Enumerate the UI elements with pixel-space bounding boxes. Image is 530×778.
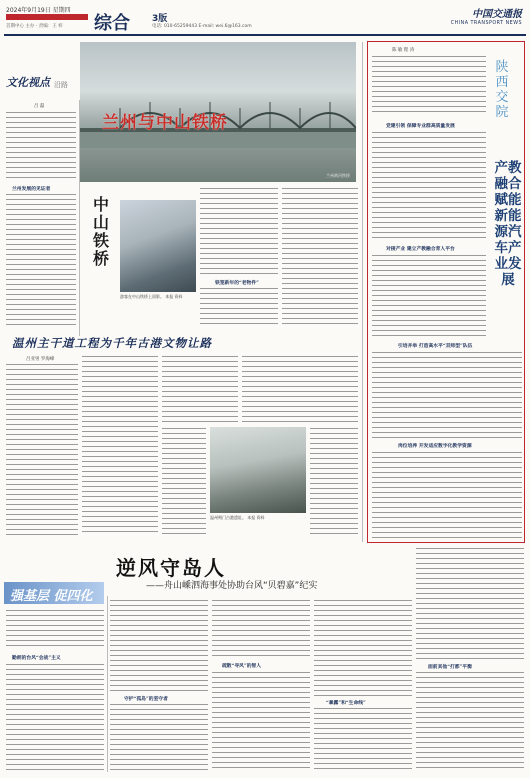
column-divider <box>79 100 80 336</box>
feature-subhead-5: 面前其他“打都”平衡 <box>428 664 472 670</box>
feature-body-9 <box>416 548 524 660</box>
story2-photo <box>210 427 306 513</box>
section-title: 综合 <box>94 13 130 34</box>
masthead-red-bar <box>6 14 88 20</box>
boxed-feature <box>367 41 525 543</box>
story2-body-4 <box>242 356 358 422</box>
story1-body-4 <box>200 288 278 328</box>
feature-body-7 <box>314 600 412 696</box>
story2-body-2 <box>82 356 158 536</box>
masthead-meta: 首期中心 主办 · 责编：王 梓 <box>6 24 63 29</box>
story1-body-1 <box>6 112 76 182</box>
feature-subhead-3: 疏散“寻风”的智人 <box>222 663 262 669</box>
story1-subhead-1: 兰州发展的见证者 <box>12 186 51 192</box>
feature-body-4 <box>110 704 208 772</box>
feature-body-8 <box>314 708 412 772</box>
story1-vertical-title: 中 山 铁 桥 <box>92 195 109 268</box>
box-body-5 <box>372 452 522 538</box>
story2-photo-caption: 温州朔门古港遗址。 本报 资料 <box>210 515 265 520</box>
feature-subhead-4: “暴露”和“生命线” <box>326 700 366 706</box>
story1-body-3 <box>200 188 278 276</box>
column-tag-sub: 沿路 <box>54 81 68 89</box>
story2-body-5 <box>162 428 206 536</box>
story1-subhead-3: 铁笼新年的“老物件” <box>215 280 259 286</box>
box-body-4 <box>372 352 522 438</box>
column-divider <box>362 42 363 542</box>
masthead <box>4 4 526 38</box>
feature-body-2 <box>6 664 104 772</box>
box-subhead-3: 引培并举 打造高水平“双师型”队伍 <box>398 343 473 349</box>
feature-body-3 <box>110 600 208 692</box>
column-divider <box>107 596 108 772</box>
story2-author: 吕亚男 罗海峰 <box>26 357 55 362</box>
story2-body-1 <box>6 364 78 536</box>
column-tag-qiangji <box>4 582 104 604</box>
box-body-1 <box>372 56 486 116</box>
box-org-name: 陕西交院 <box>495 60 509 120</box>
box-subhead-2: 对接产业 建立产教融合育人平台 <box>386 246 455 252</box>
story1-photo-caption: 游客在中山铁桥上留影。 本报 资料 <box>120 294 183 299</box>
editor-contact: 电话: 010-65259443 E-mail: wei.6@163.com <box>152 24 252 29</box>
paper-name: 中国交通报 <box>472 9 522 20</box>
box-author: 陈 敏 程 涛 <box>392 48 415 53</box>
feature-body-5 <box>212 600 310 658</box>
hero-image <box>80 42 356 182</box>
story1-author: 吕 磊 <box>34 104 45 109</box>
column-tag-qiangji-label: 强基层 促四化 <box>10 589 93 604</box>
column-tag: 文化视点 <box>6 76 50 89</box>
feature-body-6 <box>212 672 310 772</box>
story2-headline: 温州主干道工程为千年古港文物让路 <box>12 336 212 350</box>
story2-body-3 <box>162 356 238 422</box>
feature-subhead-2: 守护“孤岛”的坚守者 <box>124 696 168 702</box>
hero-caption: 兰州黄河铁桥 <box>326 173 350 178</box>
paper-name-en: CHINA TRANSPORT NEWS <box>450 21 522 26</box>
feature-body-10 <box>416 672 524 772</box>
issue-date: 2024年9月19日 星期四 <box>6 7 71 14</box>
hero-title: 兰州与中山铁桥 <box>102 113 228 133</box>
box-subhead-1: 党建引领 保障专业群高质量发展 <box>386 123 455 129</box>
feature-subheadline: ——舟山嵊泗海事处协助台风“贝碧嘉”纪实 <box>146 581 318 591</box>
story1-body-5 <box>282 188 358 328</box>
feature-body-1 <box>6 610 104 650</box>
box-body-2 <box>372 132 486 240</box>
story2-body-6 <box>310 428 358 536</box>
page-number: 3版 <box>152 14 168 24</box>
masthead-rule <box>4 34 526 36</box>
box-subhead-4: 岗位培养 开发适应数字化教学资源 <box>398 443 472 449</box>
box-body-3 <box>372 255 486 337</box>
box-title: 产教融合赋能新能源汽车产业发展 <box>494 160 522 288</box>
feature-subhead-1: 勤朗的台风“会战”主义 <box>12 655 61 661</box>
story1-photo <box>120 200 196 292</box>
story1-body-2 <box>6 194 76 326</box>
feature-headline: 逆风守岛人 <box>116 556 226 580</box>
